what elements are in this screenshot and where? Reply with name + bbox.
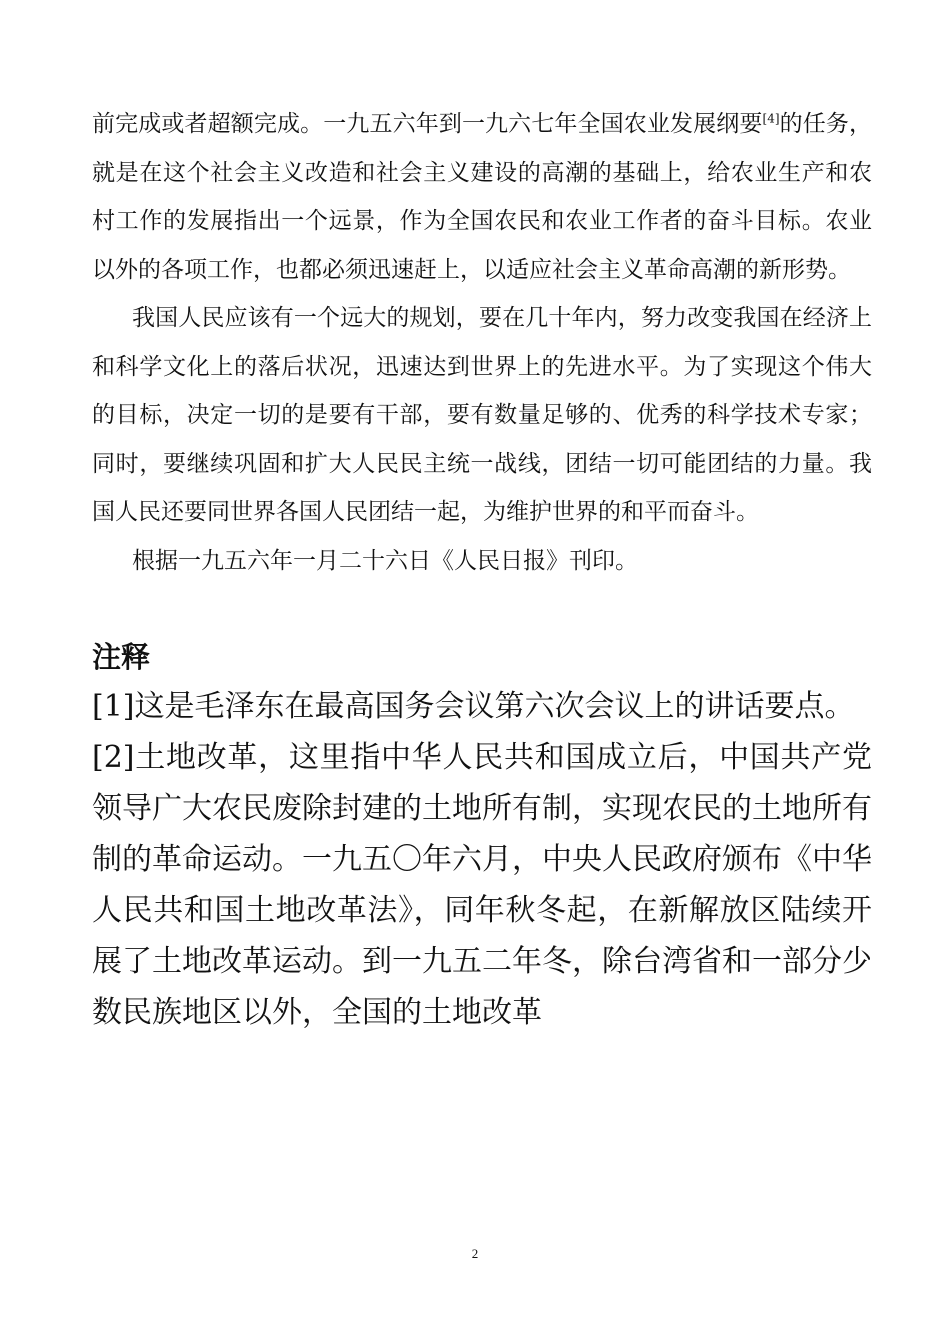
- source-line: 根据一九五六年一月二十六日《人民日报》刊印。: [132, 547, 638, 574]
- body-paragraph-1: [92, 100, 872, 294]
- footnote-reference[interactable]: [4]: [762, 111, 780, 126]
- paragraph-text: 前完成或者超额完成。一九五六年到一九六七年全国农业发展纲要: [92, 111, 763, 137]
- page-number: 2: [471, 1246, 479, 1261]
- note-item-1: [1]这是毛泽东在最高国务会议第六次会议上的讲话要点。: [92, 689, 855, 724]
- document-page: [92, 100, 872, 1038]
- note-item-2: [2]土地改革，这里指中华人民共和国成立后，中国共产党领导广大农民废除封建的土地所有制，实现农民的土地所有制的革命运动。一九五〇年六月，中央人民政府颁布《中华人民共和国土地改革法》，同年秋冬起，在新解放区陆续开展了土地改革运动。到一九五二年冬，除台湾省和一部分少数民族地区以外，全国的土地改革: [92, 740, 872, 1030]
- body-paragraph-2: 我国人民应该有一个远大的规划，要在几十年内，努力改变我国在经济上和科学文化上的落后状况，迅速达到世界上的先进水平。为了实现这个伟大的目标，决定一切的是要有干部，要有数量足够的、优秀的科学技术专家；同时，要继续巩固和扩大人民民主统一战线，团结一切可能团结的力量。我国人民还要同世界各国人民团结一起，为维护世界的和平而奋斗。: [92, 305, 872, 525]
- notes-heading: 注释: [92, 640, 151, 674]
- paragraph-text-continued: 的任务，就是在这个社会主义改造和社会主义建设的高潮的基础上，给农业生产和农村工作的发展指出一个远景，作为全国农民和农业工作者的奋斗目标。农业以外的各项工作，也都必须迅速赶上，以适应社会主义革命高潮的新形势。: [92, 111, 873, 283]
